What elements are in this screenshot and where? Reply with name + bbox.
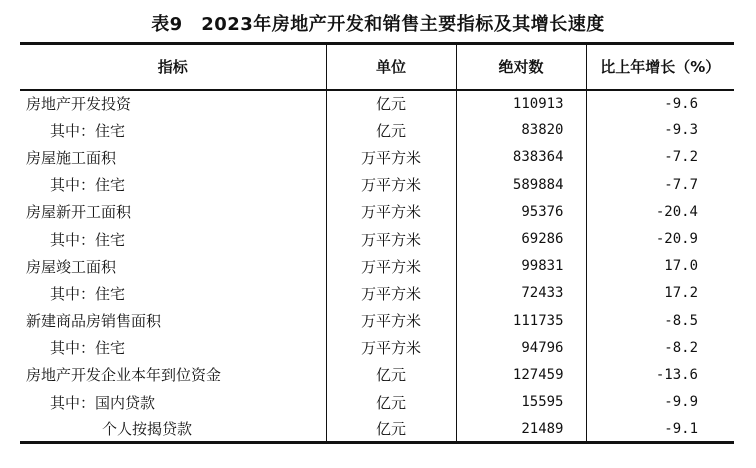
row-indicator: 其中：住宅: [50, 121, 126, 140]
table-row: [20, 416, 734, 443]
header-unit: 单位: [326, 44, 456, 90]
row-growth: -9.1: [586, 416, 734, 443]
row-value: 589884: [456, 171, 586, 198]
table-row: [20, 334, 734, 361]
table-header-row: [20, 44, 734, 90]
row-value: 95376: [456, 198, 586, 225]
row-value: 69286: [456, 225, 586, 252]
header-growth: 比上年增长（%）: [586, 44, 734, 90]
table-row: [20, 90, 734, 117]
row-value: 72433: [456, 280, 586, 307]
table-title: 表9 2023年房地产开发和销售主要指标及其增长速度: [151, 14, 605, 35]
row-growth: 17.2: [586, 280, 734, 307]
row-unit: 万平方米: [326, 307, 456, 334]
table-row: [20, 144, 734, 171]
row-growth: -9.3: [586, 117, 734, 144]
row-value: 127459: [456, 361, 586, 388]
row-unit: 亿元: [326, 90, 456, 117]
row-unit: 万平方米: [326, 280, 456, 307]
row-value: 21489: [456, 416, 586, 443]
row-indicator: 房屋新开工面积: [26, 203, 132, 222]
table-row: [20, 307, 734, 334]
row-growth: -20.4: [586, 198, 734, 225]
table-row: [20, 253, 734, 280]
row-value: 111735: [456, 307, 586, 334]
row-unit: 万平方米: [326, 171, 456, 198]
row-growth: -8.5: [586, 307, 734, 334]
row-growth: -9.6: [586, 90, 734, 117]
row-growth: -20.9: [586, 225, 734, 252]
row-unit: 万平方米: [326, 253, 456, 280]
row-unit: 亿元: [326, 361, 456, 388]
row-indicator: 其中：住宅: [50, 339, 126, 358]
row-unit: 亿元: [326, 117, 456, 144]
header-value: 绝对数: [456, 44, 586, 90]
row-indicator: 房地产开发投资: [26, 95, 132, 114]
row-value: 99831: [456, 253, 586, 280]
row-value: 83820: [456, 117, 586, 144]
row-indicator: 新建商品房销售面积: [26, 312, 162, 331]
row-indicator: 房屋竣工面积: [26, 257, 117, 276]
table-row: [20, 171, 734, 198]
row-indicator: 房屋施工面积: [26, 148, 117, 167]
table-row: [20, 280, 734, 307]
row-growth: 17.0: [586, 253, 734, 280]
row-growth: -7.7: [586, 171, 734, 198]
table-row: [20, 389, 734, 416]
row-growth: -9.9: [586, 389, 734, 416]
row-unit: 亿元: [326, 389, 456, 416]
row-indicator: 个人按揭贷款: [20, 416, 326, 443]
row-indicator: 其中：住宅: [50, 284, 126, 303]
table-row: [20, 117, 734, 144]
row-value: 94796: [456, 334, 586, 361]
row-unit: 万平方米: [326, 225, 456, 252]
row-growth: -8.2: [586, 334, 734, 361]
header-indicator: 指标: [20, 44, 326, 90]
row-unit: 万平方米: [326, 198, 456, 225]
row-growth: -7.2: [586, 144, 734, 171]
row-indicator: 房地产开发企业本年到位资金: [26, 366, 222, 385]
row-value: 15595: [456, 389, 586, 416]
row-value: 838364: [456, 144, 586, 171]
row-unit: 亿元: [326, 416, 456, 443]
row-unit: 万平方米: [326, 144, 456, 171]
table-row: [20, 198, 734, 225]
row-indicator: 其中：住宅: [50, 230, 126, 249]
table-row: [20, 225, 734, 252]
row-indicator: 其中：国内贷款: [50, 393, 156, 412]
row-unit: 万平方米: [326, 334, 456, 361]
row-indicator: 其中：住宅: [50, 176, 126, 195]
table-row: [20, 361, 734, 388]
row-growth: -13.6: [586, 361, 734, 388]
indicators-table: [20, 42, 734, 444]
row-value: 110913: [456, 90, 586, 117]
